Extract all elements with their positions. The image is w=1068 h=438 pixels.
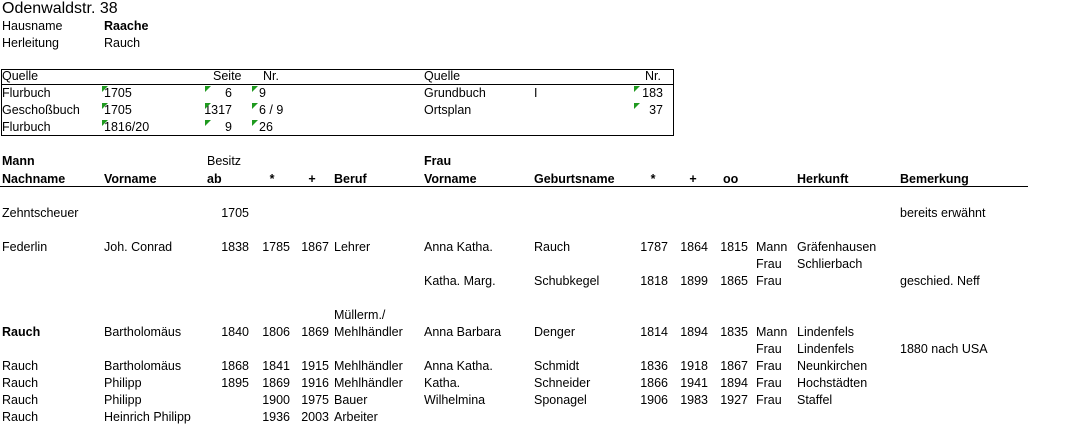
page-title: Odenwaldstr. 38 [2,0,118,17]
cell-geburtsname: Denger [534,325,575,339]
cell-mann-frau: Frau [756,257,782,271]
header-frau: Frau [424,154,452,168]
sources-header-divider [1,84,674,85]
header-geburtsname: Geburtsname [534,172,615,186]
cell-mann-frau: Frau [756,376,782,390]
comment-marker [634,86,640,92]
cell-geburtsname: Rauch [534,240,571,254]
cell-herkunft: Lindenfels [797,325,854,339]
cell-frau-vorname: Anna Barbara [424,325,502,339]
cell-married: 1835 [720,325,748,339]
cell-born: 1936 [262,410,290,424]
cell-frau-died: 1941 [680,376,708,390]
source-seite: 1317 [204,103,232,117]
source-seite: 9 [225,120,232,134]
cell-born: 1869 [262,376,290,390]
source-year: 1816/20 [104,120,150,134]
sources-header-quelle-right: Quelle [424,69,461,83]
cell-nachname: Rauch [2,359,39,373]
cell-frau-vorname: Anna Katha. [424,240,493,254]
source-nr-right: 183 [642,86,663,100]
cell-nachname: Rauch [2,376,39,390]
cell-nachname: Federlin [2,240,48,254]
cell-married: 1867 [720,359,748,373]
cell-besitz-ab: 1840 [221,325,249,339]
cell-vorname: Bartholomäus [104,359,182,373]
cell-mann-frau: Frau [756,359,782,373]
cell-frau-vorname: Katha. [424,376,461,390]
header-frau-vorname: Vorname [424,172,477,186]
cell-herkunft: Gräfenhausen [797,240,877,254]
cell-vorname: Heinrich Philipp [104,410,191,424]
cell-frau-died: 1918 [680,359,708,373]
cell-vorname: Philipp [104,393,142,407]
herleitung-label: Herleitung [2,36,59,50]
header-died: + [308,172,316,186]
hausname-label: Hausname [2,19,63,33]
comment-marker [102,120,108,126]
comment-marker [102,103,108,109]
cell-frau-vorname: Wilhelmina [424,393,486,407]
cell-married: 1815 [720,240,748,254]
cell-nachname: Rauch [2,325,41,339]
comment-marker [634,103,640,109]
cell-mann-frau: Mann [756,325,788,339]
header-nachname: Nachname [2,172,66,186]
cell-herkunft: Lindenfels [797,342,854,356]
cell-bemerkung: 1880 nach USA [900,342,988,356]
source-nr: 6 / 9 [259,103,284,117]
cell-beruf: Mehlhändler [334,376,403,390]
header-beruf: Beruf [334,172,367,186]
cell-geburtsname: Schneider [534,376,591,390]
cell-born: 1785 [262,240,290,254]
cell-geburtsname: Schmidt [534,359,580,373]
sources-header-seite: Seite [213,69,242,83]
source-nr-right: 37 [649,103,663,117]
sources-header-quelle: Quelle [2,69,39,83]
cell-frau-born: 1814 [640,325,668,339]
cell-born: 1806 [262,325,290,339]
cell-mann-frau: Frau [756,393,782,407]
cell-besitz-ab: 1838 [221,240,249,254]
header-married: oo [723,172,739,186]
cell-besitz-ab: 1705 [221,206,249,220]
cell-vorname: Joh. Conrad [104,240,173,254]
cell-mann-frau: Frau [756,342,782,356]
source-seite: 6 [225,86,232,100]
source-year: 1705 [104,86,132,100]
comment-marker [252,86,258,92]
cell-besitz-ab: 1895 [221,376,249,390]
cell-geburtsname: Sponagel [534,393,587,407]
cell-beruf: Lehrer [334,240,371,254]
cell-herkunft: Neunkirchen [797,359,868,373]
cell-died: 2003 [301,410,329,424]
cell-died: 1916 [301,376,329,390]
cell-herkunft: Staffel [797,393,833,407]
cell-besitz-ab: 1868 [221,359,249,373]
header-besitz: Besitz [207,154,242,168]
header-vorname: Vorname [104,172,157,186]
cell-beruf: Müllerm./ [334,308,386,322]
cell-frau-born: 1787 [640,240,668,254]
cell-married: 1927 [720,393,748,407]
cell-born: 1900 [262,393,290,407]
cell-frau-died: 1983 [680,393,708,407]
header-frau-born: * [650,172,656,186]
header-underline [0,186,1028,187]
cell-frau-vorname: Katha. Marg. [424,274,496,288]
cell-mann-frau: Mann [756,240,788,254]
cell-bemerkung: bereits erwähnt [900,206,986,220]
cell-frau-died: 1864 [680,240,708,254]
cell-beruf: Mehlhändler [334,325,403,339]
sources-header-nr-right: Nr. [645,69,661,83]
cell-frau-died: 1899 [680,274,708,288]
cell-nachname: Rauch [2,410,39,424]
cell-died: 1867 [301,240,329,254]
source-name-right: Ortsplan [424,103,472,117]
source-name-right: Grundbuch [424,86,486,100]
source-name: Geschoßbuch [2,103,80,117]
cell-bemerkung: geschied. Neff [900,274,980,288]
header-bemerkung: Bemerkung [900,172,969,186]
header-mann: Mann [2,154,35,168]
source-year: 1705 [104,103,132,117]
cell-frau-born: 1836 [640,359,668,373]
comment-marker [205,86,211,92]
cell-married: 1894 [720,376,748,390]
cell-died: 1975 [301,393,329,407]
cell-frau-born: 1866 [640,376,668,390]
cell-frau-born: 1818 [640,274,668,288]
cell-frau-born: 1906 [640,393,668,407]
cell-geburtsname: Schubkegel [534,274,600,288]
cell-mann-frau: Frau [756,274,782,288]
hausname-value: Raache [104,19,149,33]
cell-died: 1869 [301,325,329,339]
header-frau-died: + [689,172,697,186]
cell-born: 1841 [262,359,290,373]
header-born: * [269,172,275,186]
cell-frau-died: 1894 [680,325,708,339]
cell-beruf: Arbeiter [334,410,378,424]
sources-header-nr: Nr. [263,69,279,83]
source-name: Flurbuch [2,120,51,134]
cell-vorname: Bartholomäus [104,325,182,339]
cell-herkunft: Schlierbach [797,257,863,271]
cell-frau-vorname: Anna Katha. [424,359,493,373]
cell-married: 1865 [720,274,748,288]
source-name: Flurbuch [2,86,51,100]
source-nr: 9 [259,86,266,100]
header-herkunft: Herkunft [797,172,849,186]
source-nr: 26 [259,120,273,134]
comment-marker [252,120,258,126]
herleitung-value: Rauch [104,36,141,50]
source-volume: I [534,86,538,100]
cell-vorname: Philipp [104,376,142,390]
comment-marker [252,103,258,109]
cell-died: 1915 [301,359,329,373]
comment-marker [205,120,211,126]
cell-nachname: Zehntscheuer [2,206,79,220]
comment-marker [205,103,211,109]
comment-marker [102,86,108,92]
header-ab: ab [207,172,222,186]
cell-nachname: Rauch [2,393,39,407]
cell-beruf: Mehlhändler [334,359,403,373]
cell-beruf: Bauer [334,393,368,407]
cell-herkunft: Hochstädten [797,376,868,390]
